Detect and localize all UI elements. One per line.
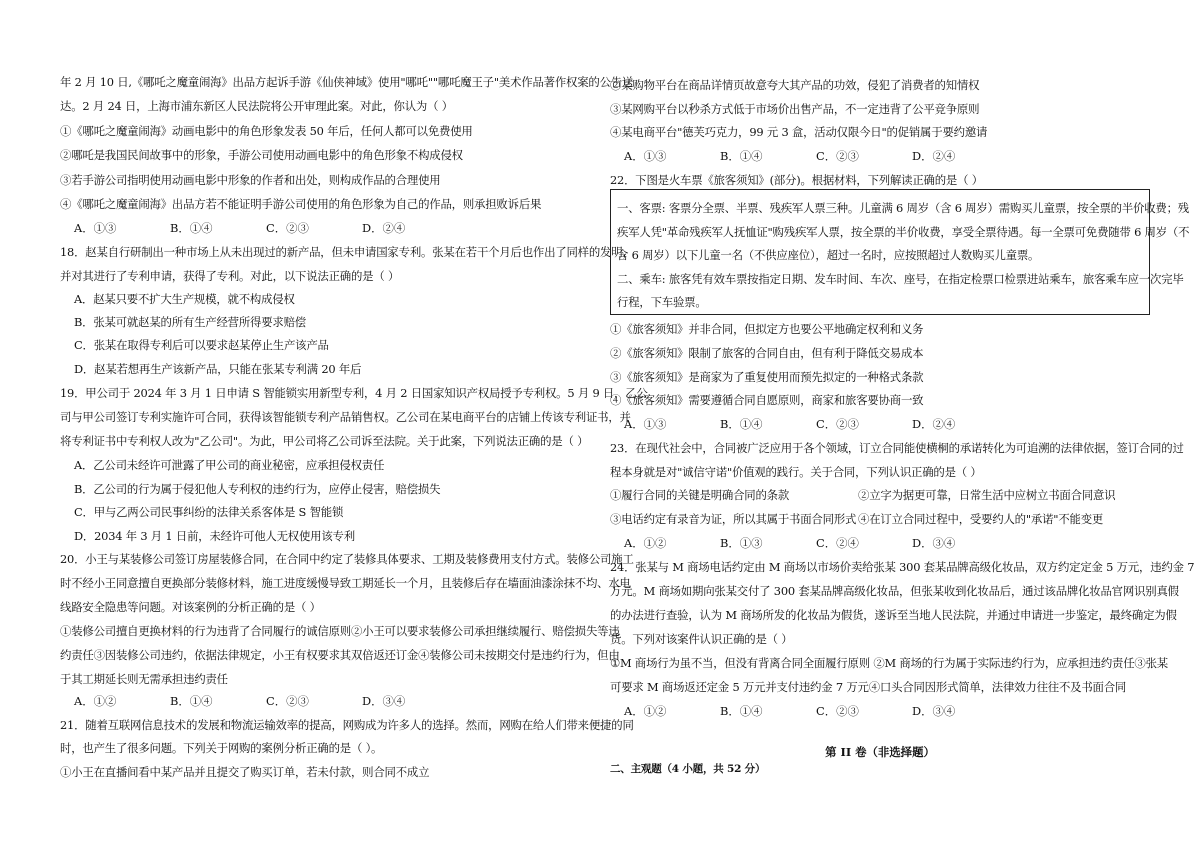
option-b: B．①④: [720, 417, 763, 431]
question-24-line: 万元。M 商场如期向张某交付了 300 套某品牌高级化妆品，但张某收到化妆品后，通过该品牌化妆品官网识别真假: [610, 584, 1179, 598]
option-a: A．①③: [624, 417, 667, 431]
option-b: B．①④: [170, 221, 213, 235]
option-b: B．①④: [720, 149, 763, 163]
option-c: C．②③: [816, 149, 859, 163]
notice-line: 一、客票: 客票分全票、半票、残疾军人票三种。儿童满 6 周岁（含 6 周岁）需购买儿童票，按全票的半价收费；残: [617, 201, 1189, 215]
question-21-line: 21．随着互联网信息技术的发展和物流运输效率的提高，网购成为许多人的选择。然而，网购在给人们带来便捷的同: [60, 718, 634, 732]
option-c: C．②③: [266, 694, 309, 708]
question-23-choice: ④在订立合同过程中，受要约人的"承诺"不能变更: [858, 512, 1104, 526]
question-24-line: 的办法进行查验，认为 M 商场所发的化妆品为假货，遂诉至当地人民法院，并通过申请进一步鉴定，最终确定为假: [610, 608, 1177, 622]
option-d: D．②④: [912, 417, 956, 431]
question-17-options: [74, 221, 458, 235]
part-two-title: 第 II 卷（非选择题）: [825, 745, 935, 759]
option-c: C．②③: [816, 704, 859, 718]
question-19-option: B．乙公司的行为属于侵犯他人专利权的违约行为，应停止侵害，赔偿损失: [74, 482, 441, 496]
option-b: B．①④: [170, 694, 213, 708]
question-18-option: C．张某在取得专利后可以要求赵某停止生产该产品: [74, 338, 329, 352]
question-24-choice: ①M 商场行为虽不当，但没有背离合同全面履行原则 ②M 商场的行为属于实际违约行为，应承担违约责任③张某: [610, 656, 1168, 670]
question-22-choice: ④《旅客须知》需要遵循合同自愿原则，商家和旅客要协商一致: [610, 393, 924, 407]
question-18-option: A．赵某只要不扩大生产规模，就不构成侵权: [74, 292, 295, 306]
question-23-line: 23．在现代社会中，合同被广泛应用于各个领域，订立合同能使横桐的承诺转化为可追溯的法律依据，签订合同的过: [610, 441, 1184, 455]
notice-line: 疾军人凭"革命残疾军人抚恤证"购残疾军人票，按全票的半价收费，享受全票待遇。每一全票可免费随带 6 周岁（不: [617, 225, 1190, 239]
question-22-choice: ①《旅客须知》并非合同，但拟定方也要公平地确定权利和义务: [610, 322, 924, 336]
question-19-option: D．2034 年 3 月 1 日前，未经许可他人无权使用该专利: [74, 529, 355, 543]
question-20-choice: 于其工期延长则无需承担违约责任: [60, 672, 228, 686]
question-19-line: 将专利证书中专利权人改为"乙公司"。为此，甲公司将乙公司诉至法院。关于此案，下列说法正确的是（ ）: [60, 434, 589, 448]
question-24-line: 货。下列对该案件认识正确的是（ ）: [610, 632, 793, 646]
option-d: D．②④: [912, 149, 956, 163]
option-a: A．①②: [74, 694, 117, 708]
question-18-option: D．赵某若想再生产该新产品，只能在张某专利满 20 年后: [74, 362, 362, 376]
notice-line: 行程，下车验票。: [617, 295, 707, 309]
question-23-line: 程本身就是对"诚信守诺"价值观的践行。关于合同，下列认识正确的是（ ）: [610, 465, 982, 479]
option-a: A．①②: [624, 704, 667, 718]
question-20-choice: ①装修公司擅自更换材料的行为违背了合同履行的诚信原则②小王可以要求装修公司承担继续履行、赔偿损失等违: [60, 624, 620, 638]
question-17-line: 年 2 月 10 日,《哪吒之魔童闹海》出品方起诉手游《仙侠神域》使用"哪吒""哪吒魔王子"美术作品著作权案的公告送: [60, 75, 634, 89]
question-21-choice: ②某购物平台在商品详情页故意夸大其产品的功效，侵犯了消费者的知情权: [610, 78, 980, 92]
question-21-choice: ③某网购平台以秒杀方式低于市场价出售产品，不一定违背了公平竞争原则: [610, 102, 980, 116]
question-22-stem: 22．下图是火车票《旅客须知》(部分)。根据材料，下列解读正确的是（ ）: [610, 173, 983, 187]
option-d: D．②④: [362, 221, 406, 235]
option-b: B．①④: [720, 704, 763, 718]
question-18-line: 18．赵某自行研制出一种市场上从未出现过的新产品，但未申请国家专利。张某在若干个月后也作出了同样的发明，: [60, 245, 634, 259]
option-c: C．②④: [816, 536, 859, 550]
question-17-choice: ③若手游公司指明使用动画电影中形象的作者和出处，则构成作品的合理使用: [60, 173, 441, 187]
option-c: C．②③: [816, 417, 859, 431]
passenger-notice-box: [610, 189, 1190, 315]
option-d: D．③④: [912, 704, 956, 718]
question-20-options: [74, 694, 458, 708]
question-17-line: 达。2 月 24 日，上海市浦东新区人民法院将公开审理此案。对此，你认为（ ）: [60, 99, 453, 113]
question-17-choice: ②哪吒是我国民间故事中的形象，手游公司使用动画电影中的角色形象不构成侵权: [60, 148, 463, 162]
option-c: C．②③: [266, 221, 309, 235]
question-22-choice: ②《旅客须知》限制了旅客的合同自由，但有利于降低交易成本: [610, 346, 924, 360]
option-d: D．③④: [362, 694, 406, 708]
question-18-line: 并对其进行了专利申请，获得了专利。对此，以下说法正确的是（ ）: [60, 269, 400, 283]
option-a: A．①③: [624, 149, 667, 163]
question-20-line: 时不经小王同意擅自更换部分装修材料，施工进度缓慢导致工期延长一个月，且装修后存在墙面油漆涂抹不均、水电: [60, 576, 631, 590]
question-18-option: B．张某可就赵某的所有生产经营所得要求赔偿: [74, 315, 306, 329]
section-subtitle: 二、主观题（4 小题，共 52 分）: [610, 763, 766, 775]
question-24-choice: 可要求 M 商场返还定金 5 万元并支付违约金 7 万元④口头合同因形式简单，法律效力往往不及书面合同: [610, 680, 1127, 694]
question-17-choice: ④《哪吒之魔童闹海》出品方若不能证明手游公司使用的角色形象为自己的作品，则承担败诉后果: [60, 197, 542, 211]
notice-line: 二、乘车: 旅客凭有效车票按指定日期、发车时间、车次、座号，在指定检票口检票进站乘车，旅客乘车应一次完毕: [617, 272, 1184, 286]
question-21-choice: ④某电商平台"德芙巧克力，99 元 3 盒，活动仅限今日"的促销属于要约邀请: [610, 125, 988, 139]
question-22-options: [624, 417, 1008, 431]
question-19-line: 19．甲公司于 2024 年 3 月 1 日申请 S 智能锁实用新型专利，4 月 2 日国家知识产权局授予专利权。5 月 9 日，乙公: [60, 386, 648, 400]
question-23-options: [624, 536, 1008, 550]
option-a: A．①②: [624, 536, 667, 550]
question-20-choice: 约责任③因装修公司违约，依据法律规定，小王有权要求其双倍返还订金④装修公司未按期交付是违约行为，但由: [60, 648, 620, 662]
option-d: D．③④: [912, 536, 956, 550]
question-20-line: 20．小王与某装修公司签订房屋装修合同，在合同中约定了装修具体要求、工期及装修费用支付方式。装修公司施工: [60, 552, 634, 566]
option-b: B．①③: [720, 536, 763, 550]
question-20-line: 线路安全隐患等问题。对该案例的分析正确的是（ ）: [60, 600, 321, 614]
question-21-choice: ①小王在直播间看中某产品并且提交了购买订单，若未付款，则合同不成立: [60, 765, 430, 779]
question-19-option: C．甲与乙两公司民事纠纷的法律关系客体是 S 智能锁: [74, 505, 344, 519]
notice-line: 含 6 周岁）以下儿童一名（不供应座位），超过一名时，应按照超过人数购买儿童票。: [617, 248, 1040, 262]
question-23-choice: ①履行合同的关键是明确合同的条款: [610, 488, 790, 502]
question-23-choice: ②立字为据更可靠，日常生活中应树立书面合同意识: [858, 488, 1116, 502]
question-19-option: A．乙公司未经许可泄露了甲公司的商业秘密，应承担侵权责任: [74, 458, 385, 472]
question-23-choice: ③电话约定有录音为证，所以其属于书面合同形式: [610, 512, 857, 526]
question-24-options: [624, 704, 1008, 718]
question-19-line: 司与甲公司签订专利实施许可合同，获得该智能锁专利产品销售权。乙公司在某电商平台的店铺上传该专利证书，并: [60, 410, 631, 424]
question-21-line: 时，也产生了很多问题。下列关于网购的案例分析正确的是（ ）。: [60, 741, 383, 755]
question-24-line: 24．张某与 M 商场电话约定由 M 商场以市场价卖给张某 300 套某品牌高级化妆品，双方约定定金 5 万元，违约金 7: [610, 560, 1195, 574]
question-17-choice: ①《哪吒之魔童闹海》动画电影中的角色形象发表 50 年后，任何人都可以免费使用: [60, 124, 473, 138]
question-22-choice: ③《旅客须知》是商家为了重复使用而预先拟定的一种格式条款: [610, 370, 924, 384]
option-a: A．①③: [74, 221, 117, 235]
question-21-options: [624, 149, 1008, 163]
